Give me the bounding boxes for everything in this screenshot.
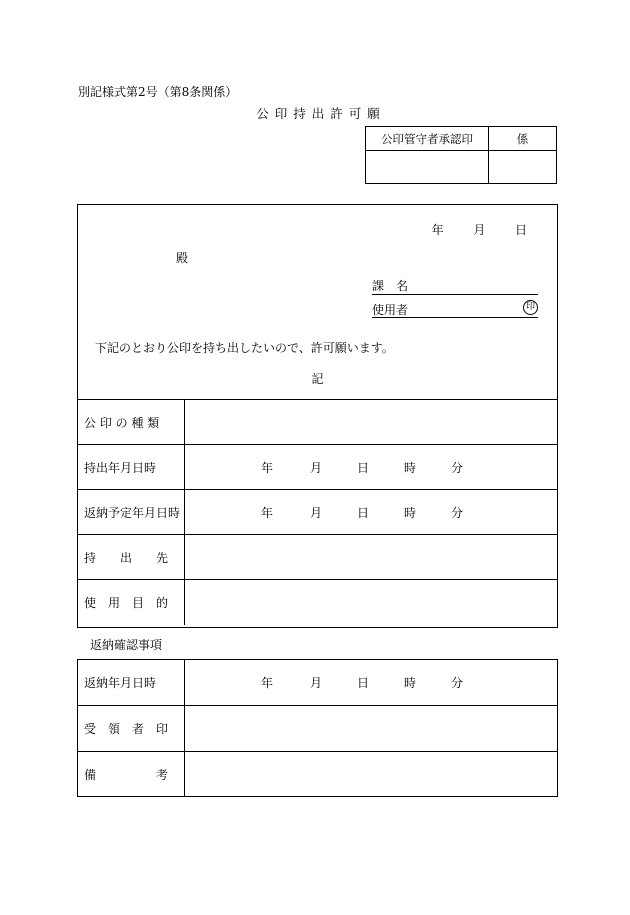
- ki-heading: 記: [311, 372, 324, 386]
- row-label: 返納予定年月日時: [78, 490, 185, 534]
- hour-label: 時: [404, 505, 417, 520]
- form-id: 別記様式第2号（第8条関係）: [78, 85, 238, 99]
- request-form-box: [77, 204, 558, 628]
- approval-header-staff: 係: [489, 127, 556, 151]
- seal-type-field[interactable]: [185, 400, 557, 444]
- table-row: [78, 660, 557, 706]
- table-row: [78, 490, 557, 535]
- department-field[interactable]: [372, 277, 538, 295]
- row-label: 持出年月日時: [78, 445, 185, 489]
- takeout-datetime-field[interactable]: [185, 445, 557, 489]
- approval-cell-staff[interactable]: [489, 151, 556, 183]
- year-label: 年: [261, 505, 274, 520]
- month-label: 月: [310, 676, 323, 690]
- minute-label: 分: [451, 460, 464, 475]
- addressee-suffix: 殿: [176, 251, 189, 265]
- row-label: 使 用 目 的: [78, 580, 185, 625]
- table-row: [78, 400, 557, 445]
- department-label: 課 名: [372, 279, 409, 293]
- month-label: 月: [310, 460, 323, 475]
- approval-header-manager: 公印管守者承認印: [366, 127, 489, 151]
- row-label: 受 領 者 印: [78, 706, 185, 751]
- table-row: [78, 580, 557, 625]
- year-label: 年: [431, 223, 444, 237]
- return-datetime-field[interactable]: [185, 660, 557, 705]
- month-label: 月: [310, 505, 323, 520]
- approval-box: [365, 126, 557, 184]
- row-label: 返納年月日時: [78, 660, 185, 705]
- return-table: [77, 659, 558, 797]
- planned-return-datetime-field[interactable]: [185, 490, 557, 534]
- table-row: [78, 752, 557, 796]
- minute-label: 分: [451, 505, 464, 520]
- seal-mark-icon: 印: [523, 300, 538, 315]
- date-line: [432, 221, 527, 238]
- remarks-field[interactable]: [185, 752, 557, 796]
- table-row: [78, 535, 557, 580]
- day-label: 日: [357, 505, 370, 520]
- day-label: 日: [514, 223, 527, 237]
- month-label: 月: [473, 223, 486, 237]
- request-text: 下記のとおり公印を持ち出したいので、許可願います。: [95, 341, 394, 355]
- minute-label: 分: [451, 676, 464, 690]
- destination-field[interactable]: [185, 535, 557, 579]
- year-label: 年: [261, 676, 274, 690]
- table-row: [78, 706, 557, 752]
- details-table: [78, 399, 557, 625]
- table-row: [78, 445, 557, 490]
- row-label: 備 考: [78, 752, 185, 796]
- day-label: 日: [357, 676, 370, 690]
- row-label: 持 出 先: [78, 535, 185, 579]
- user-label: 使用者: [372, 303, 409, 317]
- row-label: 公 印 の 種 類: [78, 400, 185, 444]
- receiver-seal-field[interactable]: [185, 706, 557, 751]
- purpose-field[interactable]: [185, 580, 557, 625]
- form-title: 公印持出許可願: [256, 106, 386, 121]
- day-label: 日: [357, 460, 370, 475]
- return-section-title: 返納確認事項: [90, 638, 163, 652]
- user-field[interactable]: [372, 301, 538, 318]
- hour-label: 時: [404, 676, 417, 690]
- approval-cell-manager[interactable]: [366, 151, 489, 183]
- hour-label: 時: [404, 460, 417, 475]
- year-label: 年: [261, 460, 274, 475]
